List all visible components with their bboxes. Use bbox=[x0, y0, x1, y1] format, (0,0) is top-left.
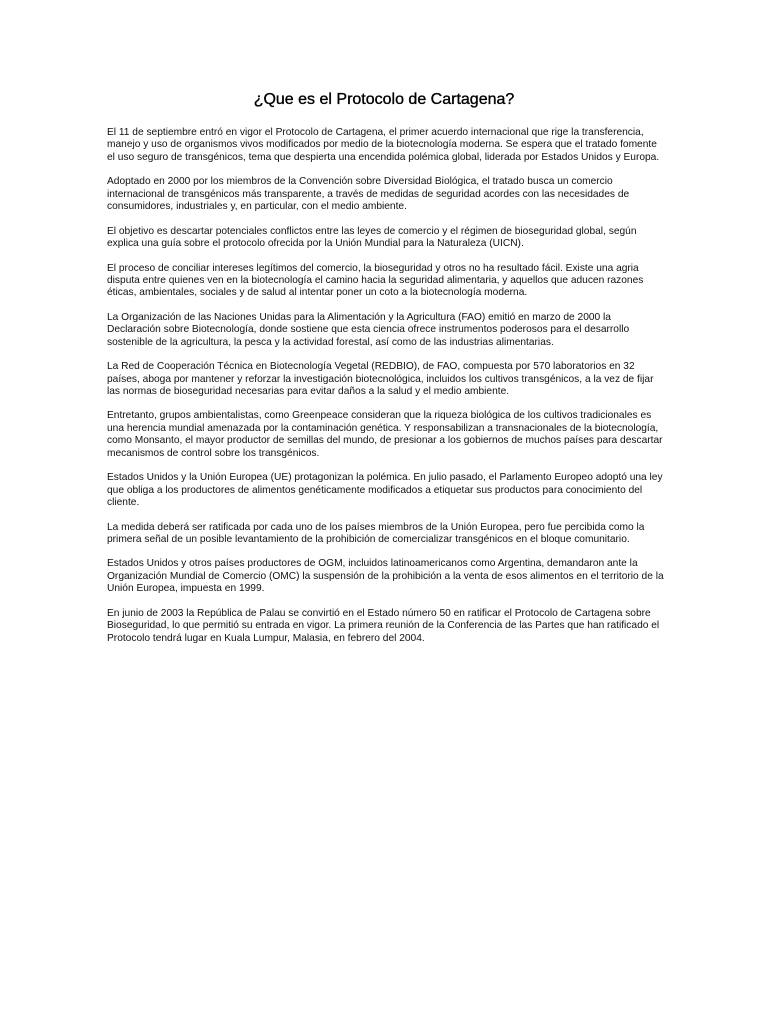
paragraph-7: Entretanto, grupos ambientalistas, como Greenpeace consideran que la riqueza biológica de los cultivos tradicionales es una herencia mundial amenazada por la contaminación genética. Y responsabilizan a transnacionales de la biotecnología, como Monsanto, el mayor productor de semillas del mundo, de presionar a los gobiernos de muchos países para descartar mecanismos de control sobre los transgénicos. bbox=[107, 410, 663, 459]
paragraph-2: Adoptado en 2000 por los miembros de la Convención sobre Diversidad Biológica, el tratado busca un comercio internacional de transgénicos más transparente, a través de medidas de seguridad acordes con las necesidades de consumidores, industriales y, en particular, con el medio ambiente. bbox=[107, 176, 630, 213]
document-body bbox=[107, 127, 665, 657]
paragraph-8: Estados Unidos y la Unión Europea (UE) protagonizan la polémica. En julio pasado, el Parlamento Europeo adoptó una ley que obliga a los productores de alimentos genéticamente modificados a etiquetar sus productos para conocimiento del cliente. bbox=[107, 472, 663, 508]
paragraph-3: El objetivo es descartar potenciales conflictos entre las leyes de comercio y el régimen de bioseguridad global, según explica una guía sobre el protocolo ofrecida por la Unión Mundial para la Naturaleza (UICN). bbox=[107, 225, 637, 250]
paragraph-4: El proceso de conciliar intereses legítimos del comercio, la bioseguridad y otros no ha resultado fácil. Existe una agria disputa entre quienes ven en la biotecnología el camino hacia la seguridad alimentaria, y aquellos que aducen razones éticas, ambientales, sociales y de salud al intentar poner un coto a la biotecnología moderna. bbox=[107, 262, 644, 299]
paragraph-5: La Organización de las Naciones Unidas para la Alimentación y la Agricultura (FAO) emitió en marzo de 2000 la Declaración sobre Biotecnología, donde sostiene que esta ciencia ofrece instrumentos poderosos para el desarrollo sostenible de la agricultura, la pesca y la actividad forestal, así como de las industrias alimentarias. bbox=[107, 311, 630, 348]
paragraph-9: La medida deberá ser ratificada por cada uno de los países miembros de la Unión Europea, pero fue percibida como la primera señal de un posible levantamiento de la prohibición de comercializar transgénicos en el bloque comunitario. bbox=[107, 521, 645, 545]
paragraph-1: El 11 de septiembre entró en vigor el Protocolo de Cartagena, el primer acuerdo internacional que rige la transferencia, manejo y uso de organismos vivos modificados por medio de la biotecnología moderna. Se espera que el tratado fomente el uso seguro de transgénicos, tema que despierta una encendida polémica global, liderada por Estados Unidos y Europa. bbox=[107, 127, 660, 163]
paragraph-6: La Red de Cooperación Técnica en Biotecnología Vegetal (REDBIO), de FAO, compuesta por 570 laboratorios en 32 países, aboga por mantener y reforzar la investigación biotecnológica, incluidos los cultivos transgénicos, a la vez de fijar las normas de bioseguridad necesarias para evitar daños a la salud y el medio ambiente. bbox=[107, 361, 654, 397]
paragraph-11: En junio de 2003 la República de Palau se convirtió en el Estado número 50 en ratificar el Protocolo de Cartagena sobre Bioseguridad, lo que permitió su entrada en vigor. La primera reunión de la Conferencia de las Partes que han ratificado el Protocolo tendrá lugar en Kuala Lumpur, Malasia, en febrero del 2004. bbox=[107, 607, 660, 644]
document-title: ¿Que es el Protocolo de Cartagena? bbox=[253, 91, 515, 108]
paragraph-10: Estados Unidos y otros países productores de OGM, incluidos latinoamericanos como Argentina, demandaron ante la Organización Mundial de Comercio (OMC) la suspensión de la prohibición a la venta de esos alimentos en el territorio de la Unión Europea, impuesta en 1999. bbox=[107, 558, 664, 595]
